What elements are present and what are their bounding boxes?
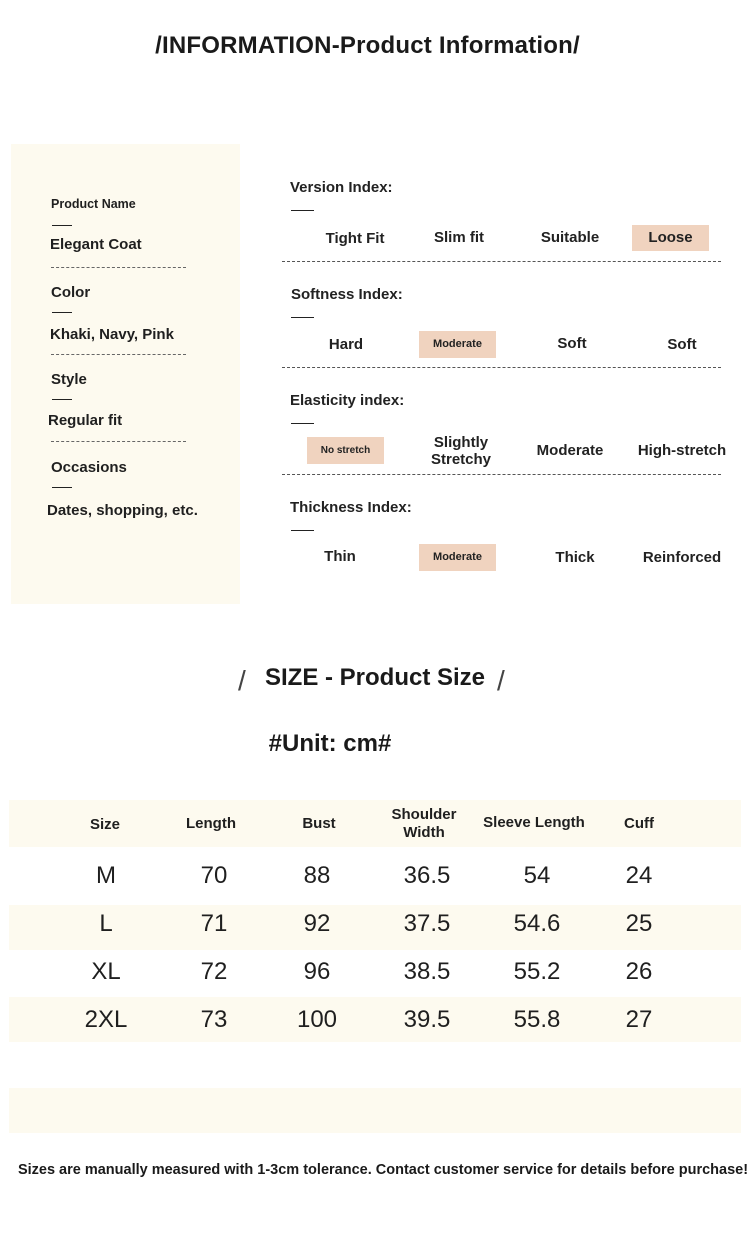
header-shoulder-width: Shoulder Width <box>391 806 457 841</box>
elasticity-index-title: Elasticity index: <box>290 392 405 409</box>
attribute-divider <box>51 267 186 268</box>
empty-band <box>9 1088 741 1133</box>
header-bust: Bust <box>302 815 336 832</box>
table-cell: 25 <box>625 910 653 937</box>
occasions-label: Occasions <box>51 459 127 476</box>
elasticity-option-high-stretch: High-stretch <box>637 442 727 459</box>
color-label: Color <box>51 284 91 301</box>
index-divider <box>282 261 721 262</box>
style-label: Style <box>51 371 87 388</box>
table-cell: 72 <box>200 958 228 985</box>
table-cell: 2XL <box>84 1006 128 1033</box>
size-title-slash-left: / <box>238 665 246 696</box>
header-length: Length <box>186 815 236 832</box>
size-title-slash-right: / <box>497 665 505 696</box>
softness-option-moderate: Moderate <box>419 331 496 358</box>
elasticity-index-dash <box>291 423 314 424</box>
softness-option-hard: Hard <box>328 336 364 353</box>
elasticity-option-moderate: Moderate <box>536 442 604 459</box>
table-cell: 70 <box>200 862 228 889</box>
header-cuff: Cuff <box>624 815 654 832</box>
version-index-title: Version Index: <box>290 179 393 196</box>
information-title: /INFORMATION-Product Information/ <box>155 32 580 59</box>
table-cell: 37.5 <box>403 910 451 937</box>
table-cell: XL <box>91 958 121 985</box>
table-cell: L <box>99 910 113 937</box>
style-value: Regular fit <box>48 412 123 429</box>
unit-label: #Unit: cm# <box>268 730 392 757</box>
index-divider <box>282 367 721 368</box>
table-cell: 54.6 <box>513 910 561 937</box>
style-dash <box>52 399 72 400</box>
table-cell: 24 <box>625 862 653 889</box>
table-cell: 96 <box>303 958 331 985</box>
occasions-dash <box>52 487 72 488</box>
table-cell: 38.5 <box>403 958 451 985</box>
thickness-option-reinforced: Reinforced <box>642 549 722 566</box>
thickness-index-dash <box>291 530 314 531</box>
thickness-option-thin: Thin <box>324 548 356 565</box>
size-title: SIZE - Product Size <box>264 664 486 691</box>
thickness-option-thick: Thick <box>555 549 595 566</box>
attribute-panel <box>11 144 240 604</box>
color-value: Khaki, Navy, Pink <box>50 326 174 343</box>
version-option-suitable: Suitable <box>540 229 600 246</box>
table-cell: M <box>96 862 116 889</box>
table-cell: 55.8 <box>513 1006 561 1033</box>
table-cell: 100 <box>296 1006 338 1033</box>
version-option-slim-fit: Slim fit <box>433 229 484 246</box>
color-dash <box>52 312 72 313</box>
product-name-value: Elegant Coat <box>50 236 142 253</box>
softness-index-title: Softness Index: <box>291 286 403 303</box>
thickness-option-moderate: Moderate <box>419 544 496 571</box>
table-cell: 27 <box>625 1006 653 1033</box>
table-cell: 92 <box>303 910 331 937</box>
table-cell: 36.5 <box>403 862 451 889</box>
table-cell: 54 <box>523 862 551 889</box>
table-cell: 73 <box>200 1006 228 1033</box>
index-divider <box>282 474 721 475</box>
attribute-divider <box>51 441 186 442</box>
header-sleeve-length: Sleeve Length <box>483 814 585 831</box>
occasions-value: Dates, shopping, etc. <box>47 502 198 519</box>
product-name-dash <box>52 225 72 226</box>
elasticity-option-slightly-stretchy: Slightly Stretchy <box>430 434 492 468</box>
elasticity-option-no-stretch: No stretch <box>307 437 384 464</box>
table-cell: 26 <box>625 958 653 985</box>
softness-option-soft: Soft <box>557 335 587 352</box>
table-cell: 71 <box>200 910 228 937</box>
table-cell: 39.5 <box>403 1006 451 1033</box>
version-index-dash <box>291 210 314 211</box>
softness-option-soft-2: Soft <box>667 336 697 353</box>
version-option-loose: Loose <box>632 225 709 251</box>
product-name-label: Product Name <box>51 197 136 211</box>
header-size: Size <box>89 816 120 833</box>
softness-index-dash <box>291 317 314 318</box>
table-cell: 88 <box>303 862 331 889</box>
table-cell: 55.2 <box>513 958 561 985</box>
measurement-note: Sizes are manually measured with 1-3cm tolerance. Contact customer service for details before purchase! <box>17 1162 749 1178</box>
thickness-index-title: Thickness Index: <box>290 499 412 516</box>
version-option-tight-fit: Tight Fit <box>325 230 385 247</box>
attribute-divider <box>51 354 186 355</box>
